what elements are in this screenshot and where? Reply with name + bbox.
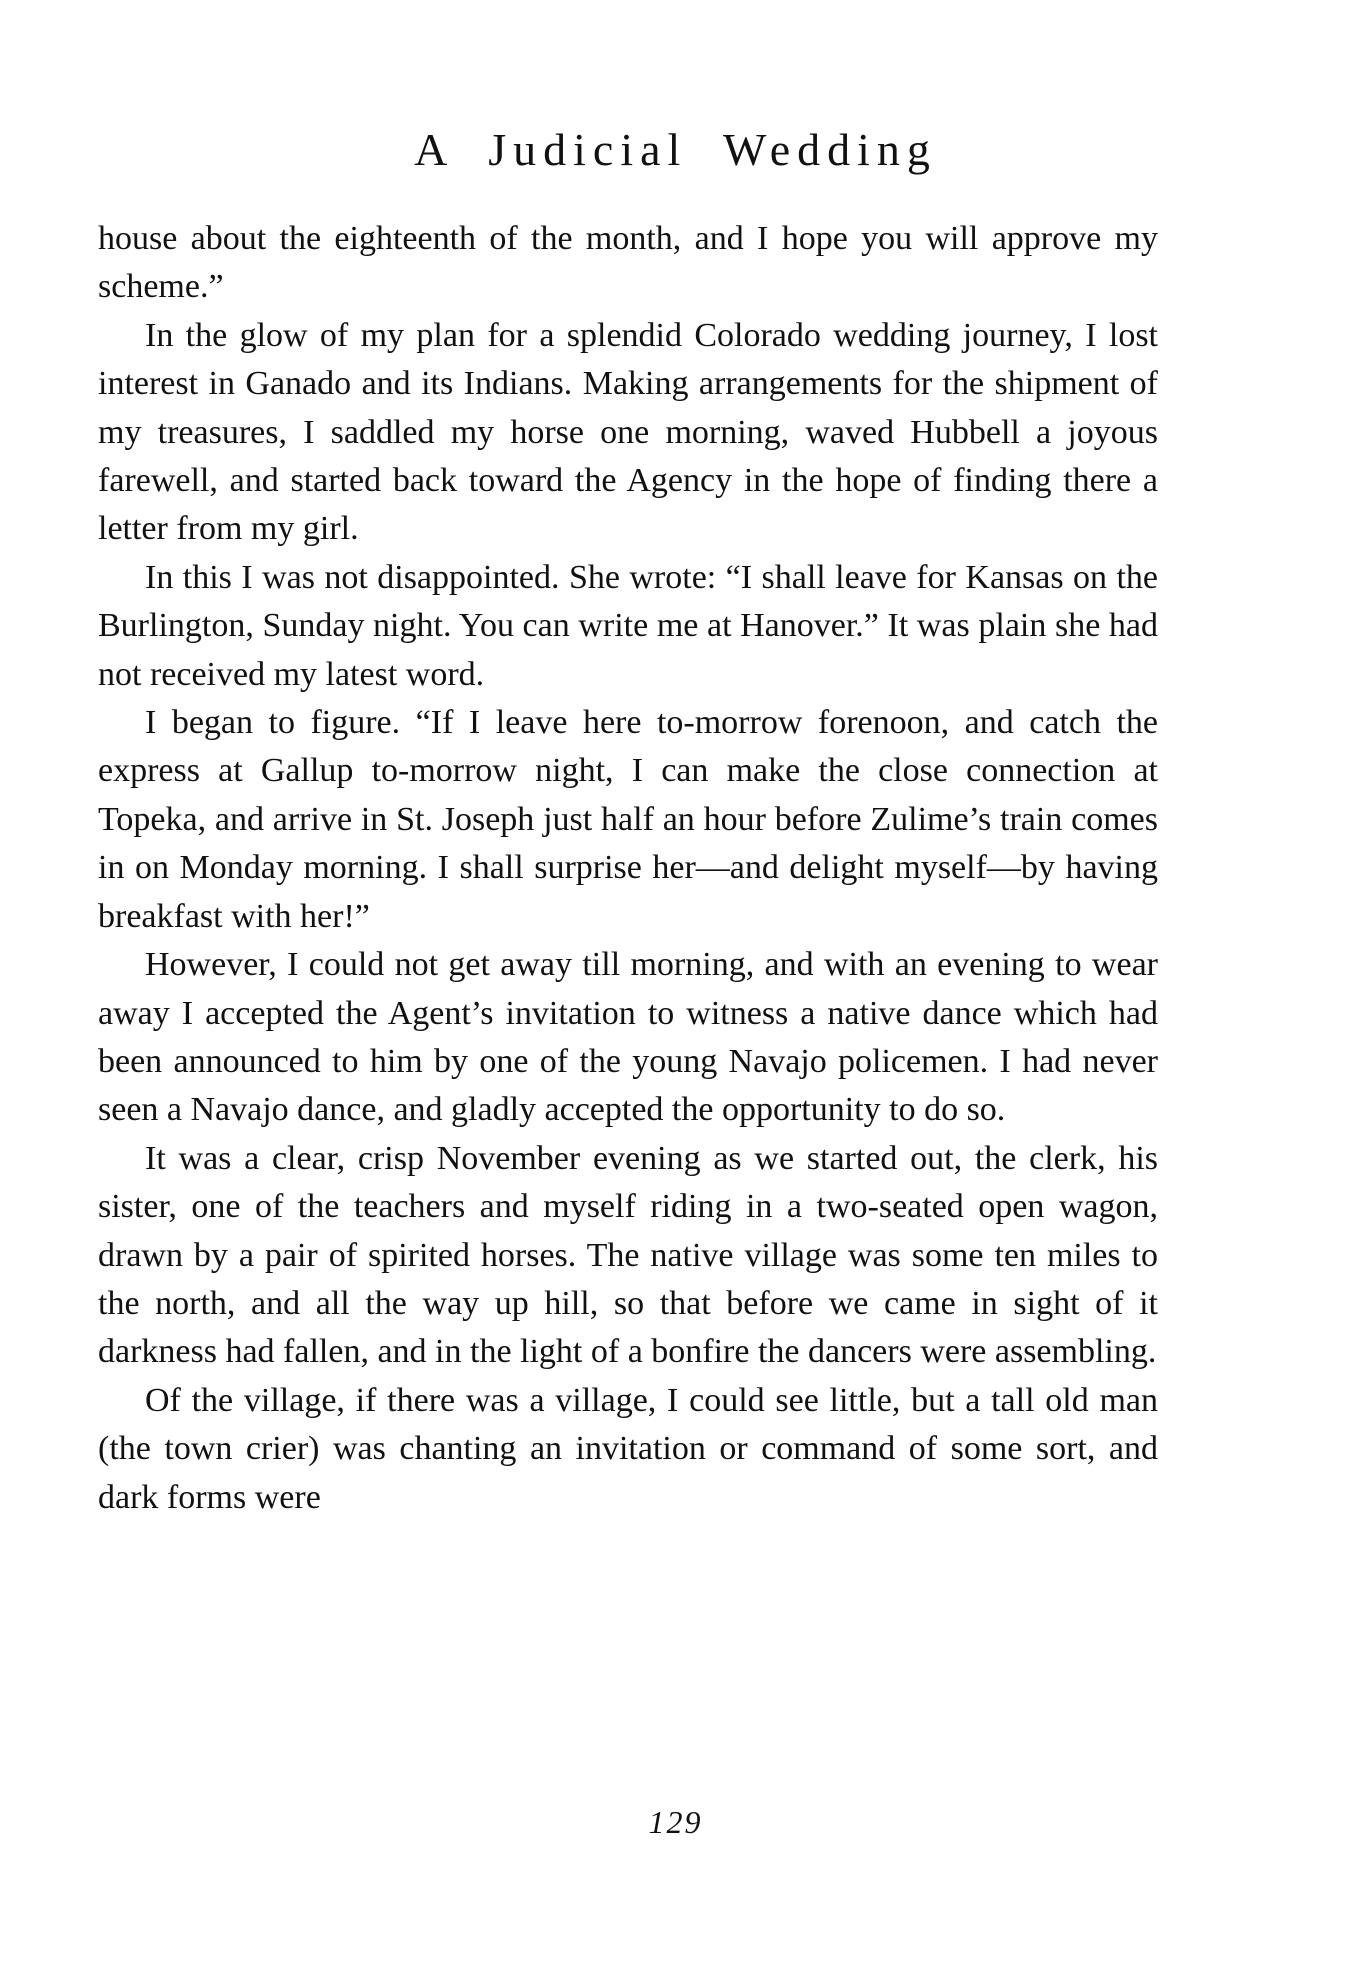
paragraph: In this I was not disappointed. She wrote: “I shall leave for Kansas on the Burlington, Sunday night. You can write me at Hanover.” It was plain she had not received my latest word. xyxy=(98,558,1158,693)
page-number: 129 xyxy=(648,1804,703,1840)
paragraph: house about the eighteenth of the month, and I hope you will approve my scheme.” xyxy=(98,220,1158,306)
running-title: A Judicial Wedding xyxy=(414,124,937,175)
paragraph: However, I could not get away till morning, and with an evening to wear away I accepted the Agent’s invitation to witness a native dance which had been announced to him by one of the young Navajo policemen. I had never seen a Navajo dance, and gladly accepted the opportunity to do so. xyxy=(98,946,1158,1129)
body-text xyxy=(98,215,1158,1522)
paragraph: It was a clear, crisp November evening as we started out, the clerk, his sister, one of the teachers and myself riding in a two-seated open wagon, drawn by a pair of spirited horses. The native village was some ten miles to the north, and all the way up hill, so that before we came in sight of it darkness had fallen, and in the light of a bonfire the dancers were assembling. xyxy=(98,1139,1158,1371)
paragraph: Of the village, if there was a village, I could see little, but a tall old man (the town crier) was chanting an invitation or command of some sort, and dark forms were xyxy=(98,1381,1158,1516)
paragraph: I began to figure. “If I leave here to-morrow forenoon, and catch the express at Gallup to-morrow night, I can make the close connection at Topeka, and arrive in St. Joseph just half an hour before Zulime’s train comes in on Monday morning. I shall surprise her—and delight myself—by having breakfast with her!” xyxy=(98,704,1158,935)
paragraph: In the glow of my plan for a splendid Colorado wedding journey, I lost interest in Ganado and its Indians. Making arrangements for the shipment of my treasures, I saddled my horse one morning, waved Hubbell a joyous farewell, and started back toward the Agency in the hope of finding there a letter from my girl. xyxy=(98,316,1158,548)
